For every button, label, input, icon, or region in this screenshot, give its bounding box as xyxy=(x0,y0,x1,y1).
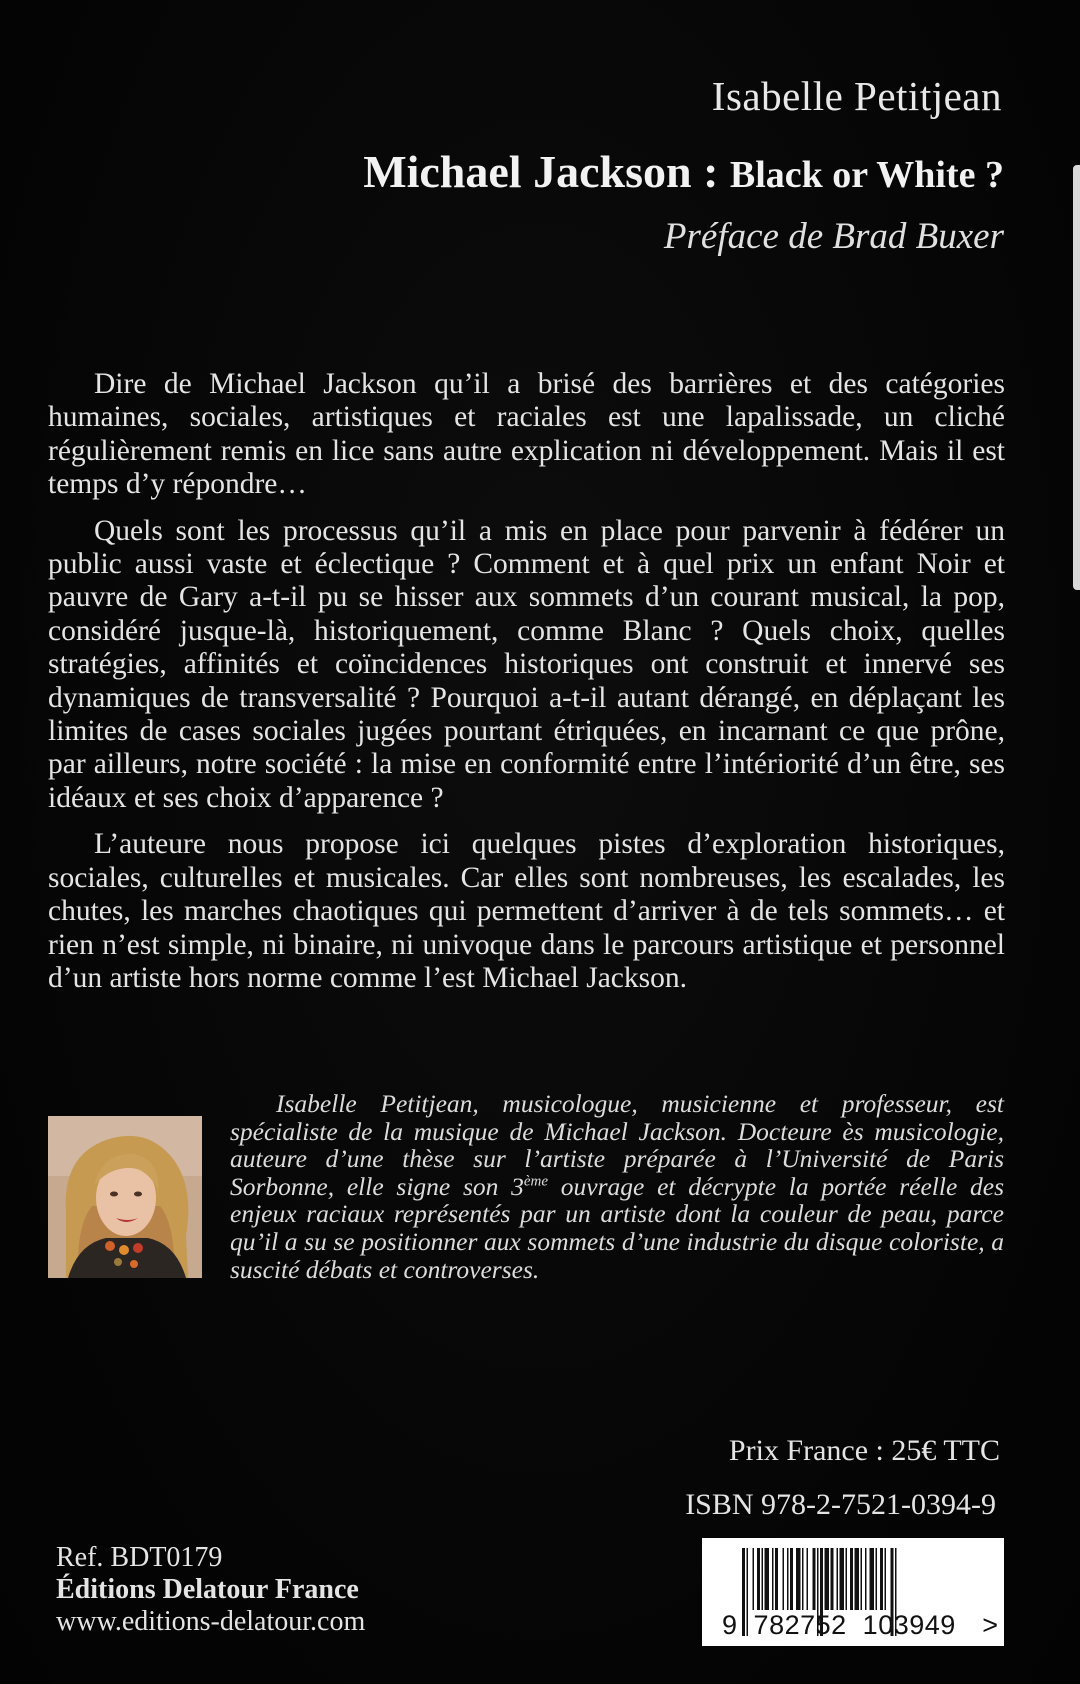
blurb-text xyxy=(48,368,1005,1008)
title-subtitle: Black or White ? xyxy=(729,154,1004,196)
barcode-bar xyxy=(765,1548,770,1610)
publisher-website: www.editions-delatour.com xyxy=(56,1606,366,1637)
isbn-barcode xyxy=(702,1538,1004,1646)
barcode-bar xyxy=(850,1548,853,1610)
barcode-bar xyxy=(865,1548,867,1610)
scrollbar-thumb[interactable] xyxy=(1073,165,1080,590)
author-bio-text: Isabelle Petitjean, musicologue, musicienne et professeur, est spécialiste de la musique de Michael Jackson. Docteure ès musicologie, auteure d’une thèse sur l’artiste préparée à l’Université de Paris Sorbonne, elle signe son 3 xyxy=(230,1089,1004,1201)
barcode-bar xyxy=(876,1548,878,1610)
publisher-info xyxy=(56,1542,365,1638)
barcode-bar xyxy=(880,1548,883,1610)
barcode-bar xyxy=(861,1548,863,1610)
price-label: Prix France : 25€ TTC xyxy=(728,1434,1000,1467)
barcode-bar xyxy=(775,1548,778,1610)
barcode-bar xyxy=(757,1548,760,1610)
reference-number: Ref. BDT0179 xyxy=(56,1542,223,1573)
blurb-paragraph-1: Dire de Michael Jackson qu’il a brisé des barrières et des catégories humaines, sociales, artistiques et raciales est une lapalissade, un cliché régulièrement remis en lice sans autre explication ni développement. Mais il est temps d’y répondre… xyxy=(48,368,1005,501)
barcode-bar xyxy=(837,1548,839,1610)
barcode-bar xyxy=(783,1548,785,1610)
isbn-label: ISBN 978-2-7521-0394-9 xyxy=(685,1488,996,1521)
barcode-bar xyxy=(753,1548,755,1610)
blurb-paragraph-2: Quels sont les processus qu’il a mis en place pour parvenir à fédérer un public aussi vaste et éclectique ? Comment et à quel prix un enfant Noir et pauvre de Gary a-t-il pu se hisser aux sommets d’un courant musical, la pop, considéré jusque-là, historiquement, comme Blanc ? Quels choix, quelles stratégies, affinités et coïncidences historiques ont construit et innervé ses dynamiques de transversalité ? Pourquoi a-t-il autant dérangé, en déplaçant les limites de cases sociales jugées pourtant étriquées, en incarnant ce que prône, par ailleurs, notre société : la mise en conformité entre l’intériorité d’un être, ses idéaux et ses choix d’apparence ? xyxy=(48,514,1005,814)
barcode-bar xyxy=(813,1548,816,1610)
barcode-bar xyxy=(831,1548,834,1610)
author-bio xyxy=(230,1090,1004,1283)
barcode-digits xyxy=(722,1610,956,1641)
barcode-bar xyxy=(796,1548,801,1610)
barcode-bar xyxy=(790,1548,793,1610)
barcode-bar xyxy=(787,1548,789,1610)
barcode-bar xyxy=(870,1548,875,1610)
book-title xyxy=(363,145,1004,198)
barcode-lead-digit: 9 xyxy=(722,1610,738,1640)
barcode-bar xyxy=(840,1548,845,1610)
barcode-bar xyxy=(802,1548,804,1610)
publisher-name: Éditions Delatour France xyxy=(56,1574,359,1605)
barcode-group-2: 103949 xyxy=(862,1610,956,1640)
barcode-bar xyxy=(885,1548,887,1610)
author-name: Isabelle Petitjean xyxy=(711,73,1002,119)
author-bio-superscript: ème xyxy=(523,1173,549,1190)
barcode-bar xyxy=(825,1548,830,1610)
author-portrait-image xyxy=(48,1116,202,1278)
title-main: Michael Jackson : xyxy=(363,146,730,197)
author-bio-text-continued: ouvrage et décrypte la portée réelle des enjeux raciaux représentés par un artiste dont la couleur de peau, parce qu’il a su se positionner aux sommets d’une industrie du disque coloriste, a suscité débats et controverses. xyxy=(230,1171,1004,1284)
barcode-bar xyxy=(855,1548,860,1610)
author-photo xyxy=(48,1116,202,1278)
barcode-group-1: 782752 xyxy=(753,1610,847,1640)
blurb-paragraph-3: L’auteure nous propose ici quelques pistes d’exploration historiques, sociales, culturelles et musicales. Car elles sont nombreuses, les escalades, les chutes, les marches chaotiques qui permettent d’arriver à de tels sommets… et rien n’est simple, ni binaire, ni univoque dans le parcours artistique et personnel d’un artiste hors norme comme l’est Michael Jackson. xyxy=(48,828,1005,994)
barcode-bar xyxy=(762,1548,764,1610)
barcode-bar xyxy=(772,1548,774,1610)
preface-credit: Préface de Brad Buxer xyxy=(663,216,1004,257)
barcode-bar xyxy=(807,1548,809,1610)
barcode-quiet-zone-arrow: > xyxy=(982,1610,998,1640)
barcode-bar xyxy=(846,1548,848,1610)
